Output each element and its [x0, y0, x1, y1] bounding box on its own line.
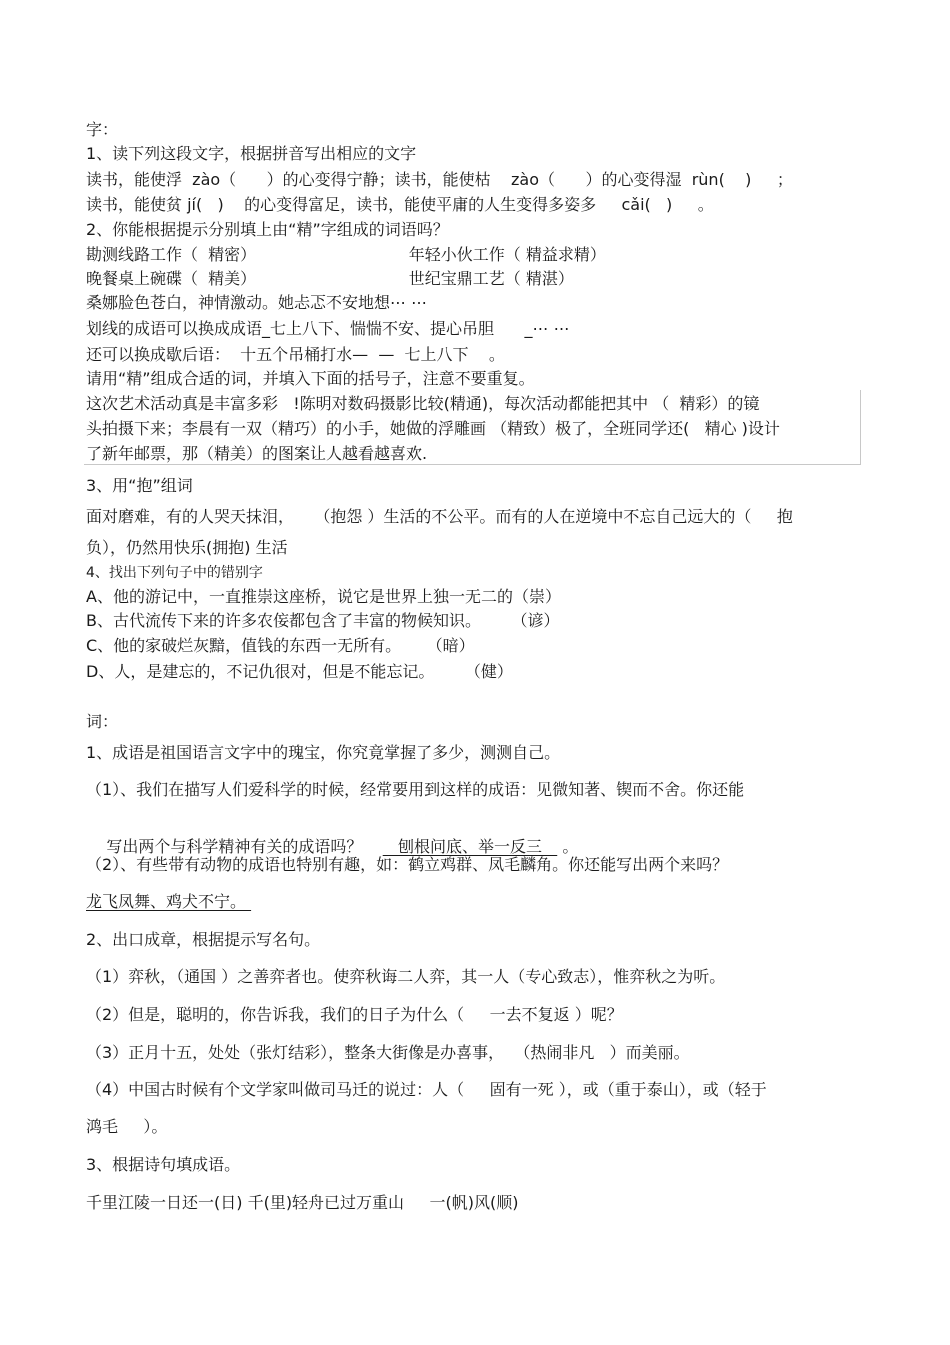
- ci-q2-item2: （2）但是，聪明的，你告诉我，我们的日子为什么（ 一去不复返 ）呢？: [86, 1005, 623, 1024]
- ci-q1-part1-answer: 刨根问底、举一反三: [382, 837, 558, 856]
- section-heading-ci: 词：: [86, 712, 119, 731]
- ci-q2-item1: （1）弈秋，（通国 ）之善弈者也。使弈秋诲二人弈，其一人（专心致志），惟弈秋之为听。: [86, 967, 726, 986]
- q2-line2: 晚餐桌上碗碟（ 精美） 世纪宝鼎工艺（ 精湛）: [86, 269, 574, 288]
- q1-line2: 读书，能使贫 jí( ) 的心变得富足，读书，能使平庸的人生变得多姿多 cǎi( ) 。: [86, 195, 714, 214]
- ci-q1-part2-answer: 龙飞凤舞、鸡犬不宁。: [86, 892, 252, 911]
- ci-q2-item3: （3）正月十五，处处（张灯结彩），整条大街像是办喜事， （热闹非凡 ）而美丽。: [86, 1043, 690, 1062]
- q4-title: 4、找出下列句子中的错别字: [86, 565, 263, 581]
- ci-q3-title: 3、根据诗句填成语。: [86, 1155, 241, 1174]
- ci-q3-line1: 千里江陵一日还一(日) 千(里)轻舟已过万重山 一(帆)风(顺): [86, 1193, 519, 1212]
- q1-title: 1、读下列这段文字，根据拼音写出相应的文字: [86, 144, 417, 163]
- q4-option-a: A、他的游记中，一直推崇这座桥，说它是世界上独一无二的（崇）: [86, 587, 561, 606]
- q2-line9: 了新年邮票，那（精美）的图案让人越看越喜欢.: [86, 444, 428, 463]
- ci-q1-part1-question: 写出两个与科学精神有关的成语吗？: [106, 837, 383, 856]
- ci-q1-part2-line1: （2）、有些带有动物的成语也特别有趣，如：鹤立鸡群、凤毛麟角。你还能写出两个来吗？: [86, 855, 729, 874]
- q2-line3: 桑娜脸色苍白，神情激动。她忐忑不安地想⋯ ⋯: [86, 293, 428, 312]
- q4-option-b: B、古代流传下来的许多农侫都包含了丰富的物候知识。 （谚）: [86, 611, 560, 630]
- q3-line2: 负），仍然用快乐(拥抱) 生活: [86, 538, 288, 557]
- ci-q2-title: 2、出口成章，根据提示写名句。: [86, 930, 321, 949]
- q1-line1: 读书，能使浮 zào（ ）的心变得宁静；读书，能使枯 zào（ ）的心变得湿 rùn( ) ；: [86, 170, 793, 189]
- q2-line4: 划线的成语可以换成成语_七上八下、惴惴不安、提心吊胆 _⋯ ⋯: [86, 319, 570, 338]
- q3-line1: 面对磨难，有的人哭天抹泪， （抱怨 ）生活的不公平。而有的人在逆境中不忘自己远大的（ 抱: [86, 507, 793, 526]
- section-heading-zi: 字：: [86, 120, 119, 139]
- q4-option-d: D、人，是建忘的，不记仇很对，但是不能忘记。 （健）: [86, 662, 513, 681]
- q2-title: 2、你能根据提示分别填上由“精”字组成的词语吗？: [86, 220, 449, 239]
- ci-q1-title: 1、成语是祖国语言文字中的瑰宝，你究竟掌握了多少，测测自己。: [86, 743, 561, 762]
- ci-q2-item4-line1: （4）中国古时候有个文学家叫做司马迁的说过：人（ 固有一死 ），或（重于泰山），或（轻于: [86, 1080, 767, 1099]
- q2-line8: 头拍摄下来；李晨有一双（精巧）的小手，她做的浮雕画 （精致）极了，全班同学还( 精心 )设计: [86, 419, 780, 438]
- ci-q2-item4-line2: 鸿毛 ）。: [86, 1117, 168, 1136]
- ci-q1-part1-line1: （1）、我们在描写人们爱科学的时候，经常要用到这样的成语：见微知著、锲而不舍。你还能: [86, 780, 745, 799]
- q4-option-c: C、他的家破烂灰黯，值钱的东西一无所有。 （暗）: [86, 636, 475, 655]
- q2-line5: 还可以换成歇后语： 十五个吊桶打水— — 七上八下 。: [86, 345, 505, 364]
- q3-title: 3、用“抱”组词: [86, 476, 193, 495]
- q2-line6: 请用“精”组成合适的词，并填入下面的括号子，注意不要重复。: [86, 369, 535, 388]
- q2-line7: 这次艺术活动真是丰富多彩 !陈明对数码摄影比较(精通)，每次活动都能把其中 （ 精彩）的镜: [86, 394, 760, 413]
- q2-line1: 勘测线路工作（ 精密） 年轻小伙工作（ 精益求精）: [86, 245, 606, 264]
- ci-q1-part1-end: 。: [557, 837, 579, 856]
